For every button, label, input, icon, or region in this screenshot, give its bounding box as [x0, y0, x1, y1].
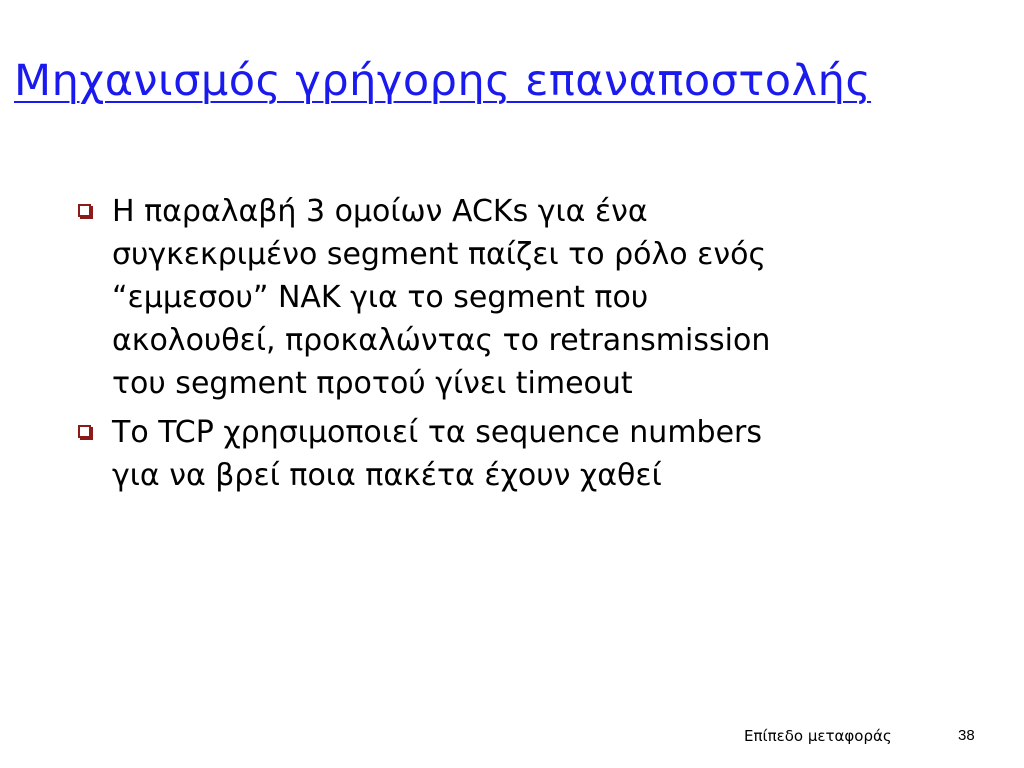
- footer-section-label: Επίπεδο μεταφοράς: [744, 727, 892, 745]
- bullet-line: ακολουθεί, προκαλώντας το retransmission: [112, 323, 771, 358]
- page-number: 38: [958, 727, 975, 744]
- bullet-line: συγκεκριμένο segment παίζει το ρόλο ενός: [112, 237, 767, 272]
- square-bullet-icon: [78, 425, 91, 438]
- slide-title: Μηχανισμός γρήγορης επαναποστολής: [14, 56, 872, 106]
- bullet-item: [72, 190, 932, 405]
- bullet-line: του segment προτού γίνει timeout: [112, 366, 633, 401]
- bullet-line: “εμμεσου” NAK για το segment που: [112, 280, 649, 315]
- bullet-list: [72, 190, 932, 503]
- square-bullet-icon: [78, 204, 91, 217]
- bullet-line: Το TCP χρησιμοποιεί τα sequence numbers: [112, 415, 763, 450]
- bullet-line: Η παραλαβή 3 ομοίων ACKs για ένα: [112, 194, 648, 229]
- bullet-item: [72, 411, 932, 497]
- bullet-line: για να βρεί ποια πακέτα έχουν χαθεί: [112, 458, 662, 493]
